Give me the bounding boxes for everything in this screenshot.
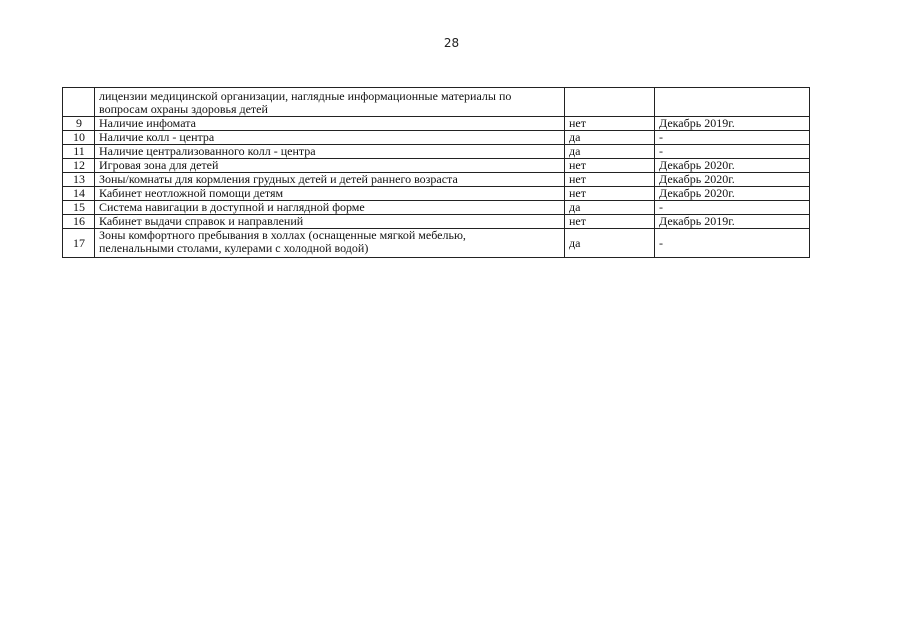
row-number-cell [63,88,95,117]
continuation-text-line-2: вопросам охраны здоровья детей [99,102,268,116]
table-row [63,145,810,159]
row-number: 12 [63,159,95,173]
row-status: нет [565,173,655,187]
page-number: 28 [443,36,460,50]
row-name-cell [95,88,565,117]
table-row [63,201,810,215]
facilities-table [62,87,810,258]
row-name-line-1: Зоны комфортного пребывания в холлах (оснащенные мягкой мебелью, [99,228,466,242]
row-status: да [565,229,655,258]
row-number: 9 [63,117,95,131]
row-status: да [565,201,655,215]
row-deadline-cell [655,88,810,117]
row-deadline: - [655,229,810,258]
row-status: нет [565,117,655,131]
row-name: Система навигации в доступной и наглядной форме [95,201,565,215]
table-row [63,215,810,229]
table-row-continuation [63,88,810,117]
row-number: 11 [63,145,95,159]
row-number: 13 [63,173,95,187]
row-deadline: Декабрь 2019г. [655,215,810,229]
table-row [63,159,810,173]
row-status: да [565,145,655,159]
row-name: Наличие централизованного колл - центра [95,145,565,159]
row-deadline: Декабрь 2020г. [655,159,810,173]
table-row-last [63,229,810,258]
row-deadline: - [655,201,810,215]
table-row [63,173,810,187]
row-name: Наличие инфомата [95,117,565,131]
row-name: Кабинет неотложной помощи детям [95,187,565,201]
row-status: нет [565,187,655,201]
row-name: Игровая зона для детей [95,159,565,173]
row-name-multiline [95,229,565,258]
row-deadline: - [655,145,810,159]
table-row [63,187,810,201]
table-row [63,131,810,145]
row-deadline: - [655,131,810,145]
row-number: 17 [63,229,95,258]
row-deadline: Декабрь 2019г. [655,117,810,131]
row-number: 15 [63,201,95,215]
row-name: Кабинет выдачи справок и направлений [95,215,565,229]
continuation-text-line-1: лицензии медицинской организации, наглядные информационные материалы по [99,89,512,103]
row-number: 16 [63,215,95,229]
row-status: да [565,131,655,145]
row-status-cell [565,88,655,117]
row-number: 10 [63,131,95,145]
row-status: нет [565,215,655,229]
row-name: Наличие колл - центра [95,131,565,145]
row-deadline: Декабрь 2020г. [655,187,810,201]
row-name-line-2: пеленальными столами, кулерами с холодной водой) [99,241,369,255]
row-name: Зоны/комнаты для кормления грудных детей и детей раннего возраста [95,173,565,187]
row-deadline: Декабрь 2020г. [655,173,810,187]
row-number: 14 [63,187,95,201]
row-status: нет [565,159,655,173]
table-row [63,117,810,131]
